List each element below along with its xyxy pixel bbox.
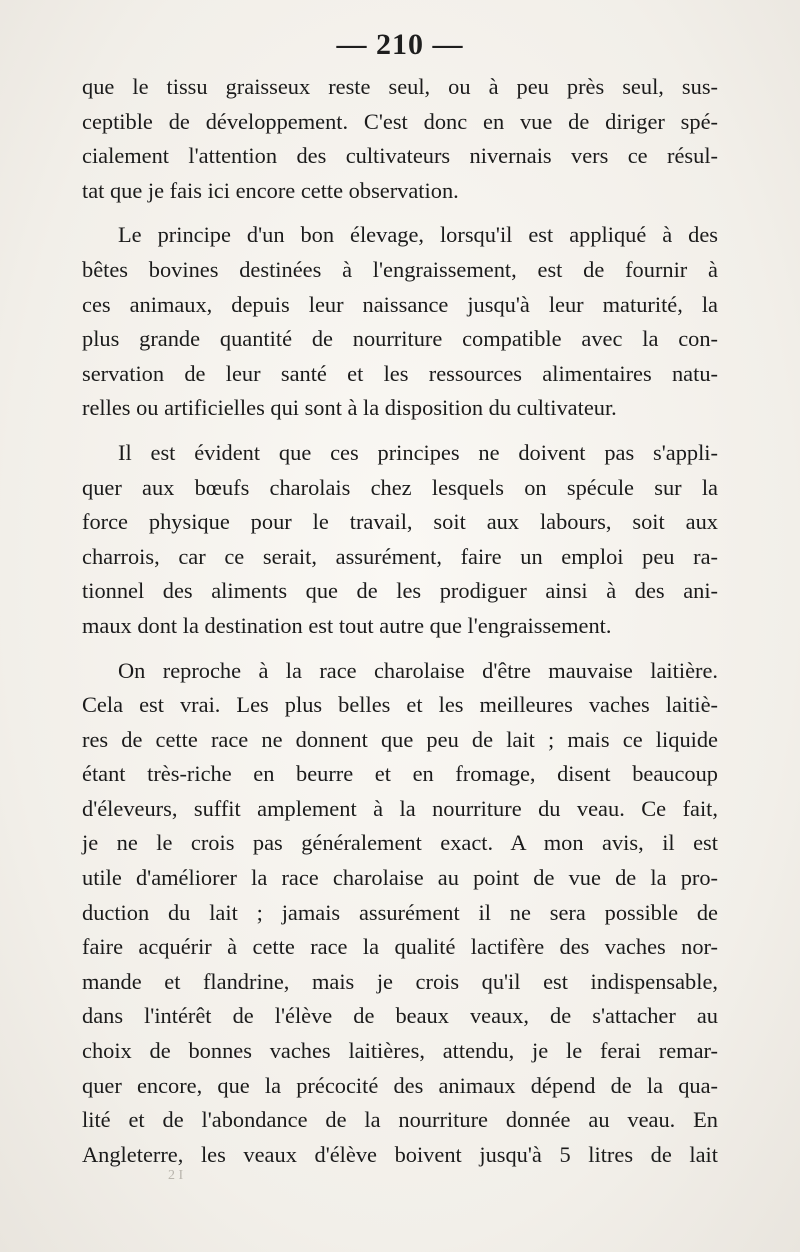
text-line: On reproche à la race charolaise d'être mauvaise laitière. <box>118 657 718 683</box>
text-line: cialement l'attention des cultivateurs nivernais vers ce résul- <box>82 143 718 169</box>
text-line: charrois, car ce serait, assurément, faire un emploi peu ra- <box>82 543 718 569</box>
text-line: maux dont la destination est tout autre que l'engraissement. <box>82 612 612 638</box>
text-line: mande et flandrine, mais je crois qu'il est indispensable, <box>82 968 718 994</box>
text-line: utile d'améliorer la race charolaise au point de vue de la pro- <box>82 865 718 891</box>
text-line: relles ou artificielles qui sont à la disposition du cultivateur. <box>82 395 617 421</box>
text-line: quer aux bœufs charolais chez lesquels on spécule sur la <box>82 474 718 500</box>
text-line: duction du lait ; jamais assurément il ne sera possible de <box>82 899 718 925</box>
footer-mark: 2 I <box>168 1168 184 1183</box>
text-line: bêtes bovines destinées à l'engraissement, est de fournir à <box>82 256 718 282</box>
text-line: tionnel des aliments que de les prodiguer ainsi à des ani- <box>82 578 718 604</box>
text-line: Le principe d'un bon élevage, lorsqu'il est appliqué à des <box>118 222 718 248</box>
text-line: ceptible de développement. C'est donc en vue de diriger spé- <box>82 108 718 134</box>
text-line: Angleterre, les veaux d'élève boivent jusqu'à 5 litres de lait <box>82 1141 718 1167</box>
page-number: — 210 — <box>336 28 464 61</box>
text-line: d'éleveurs, suffit amplement à la nourriture du veau. Ce fait, <box>82 795 718 821</box>
text-line: choix de bonnes vaches laitières, attendu, je le ferai remar- <box>82 1038 718 1064</box>
text-line: quer encore, que la précocité des animaux dépend de la qua- <box>82 1072 718 1098</box>
paragraph-gap <box>82 208 718 218</box>
text-line: res de cette race ne donnent que peu de lait ; mais ce liquide <box>82 726 718 752</box>
body-text <box>82 70 718 1172</box>
paragraph <box>82 70 718 208</box>
text-line: Cela est vrai. Les plus belles et les meilleures vaches laitiè- <box>82 692 718 718</box>
text-line: lité et de l'abondance de la nourriture donnée au veau. En <box>82 1107 718 1133</box>
paragraph-gap <box>82 644 718 654</box>
text-line: force physique pour le travail, soit aux labours, soit aux <box>82 509 718 535</box>
text-line: faire acquérir à cette race la qualité lactifère des vaches nor- <box>82 934 718 960</box>
paragraph <box>82 436 718 644</box>
text-line: Il est évident que ces principes ne doivent pas s'appli- <box>118 439 718 465</box>
text-line: que le tissu graisseux reste seul, ou à peu près seul, sus- <box>82 74 718 99</box>
text-line: servation de leur santé et les ressources alimentaires natu- <box>82 360 718 386</box>
text-line: tat que je fais ici encore cette observation. <box>82 177 459 203</box>
text-line: je ne le crois pas généralement exact. A mon avis, il est <box>82 830 718 856</box>
paragraph <box>82 654 718 1173</box>
paragraph-gap <box>82 426 718 436</box>
text-line: dans l'intérêt de l'élève de beaux veaux, de s'attacher au <box>82 1003 718 1029</box>
paragraph <box>82 218 718 426</box>
text-line: ces animaux, depuis leur naissance jusqu'à leur maturité, la <box>82 291 718 317</box>
text-line: étant très-riche en beurre et en fromage, disent beaucoup <box>82 761 718 787</box>
text-line: plus grande quantité de nourriture compatible avec la con- <box>82 326 718 352</box>
